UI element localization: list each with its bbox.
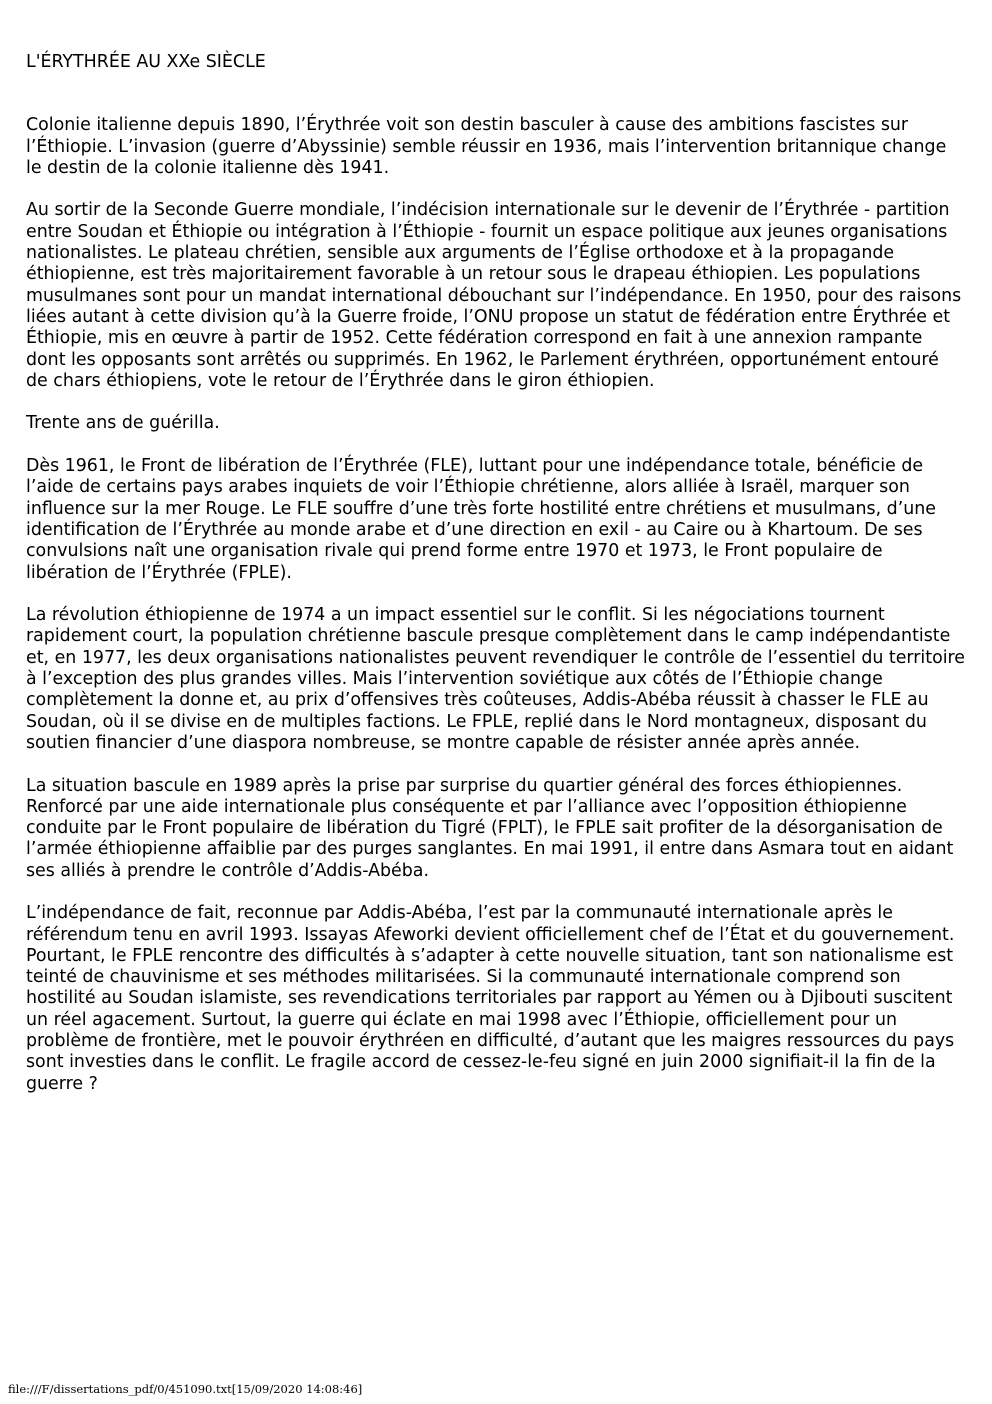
paragraph-fle: Dès 1961, le Front de libération de l’Érythrée (FLE), luttant pour une indépendance totale, bénéficie de l’aide de certains pays arabes inquiets de voir l’Éthiopie chrétienne, alors alliée à Israël, marquer son influence sur la mer Rouge. Le FLE souffre d’une très forte hostilité entre chrétiens et musulmans, d’une identification de l’Érythrée au monde arabe et d’une direction en exil - au Caire ou à Khartoum. De ses convulsions naît une organisation rivale qui prend forme entre 1970 et 1973, le Front populaire de libération de l’Érythrée (FPLE). bbox=[26, 456, 936, 583]
paragraph-bascule-1989: La situation bascule en 1989 après la prise par surprise du quartier général des forces éthiopiennes. Renforcé par une aide internationale plus conséquente et par l’alliance avec l’opposition éthiopienne conduite par le Front populaire de libération du Tigré (FPLT), le FPLE sait profiter de la désorganisation de l’armée éthiopienne affaiblie par des purges sanglantes. En mai 1991, il entre dans Asmara tout en aidant ses alliés à prendre le contrôle d’Addis-Abéba. bbox=[26, 775, 954, 881]
paragraph-colonie: Colonie italienne depuis 1890, l’Érythrée voit son destin basculer à cause des ambitions fascistes sur l’Éthiopie. L’invasion (guerre d’Abyssinie) semble réussir en 1936, mais l’intervention britannique change le destin de la colonie italienne dès 1941. bbox=[26, 115, 947, 178]
document-body bbox=[26, 52, 966, 1116]
file-path-footer: file:///F/dissertations_pdf/0/451090.txt[15/09/2020 14:08:46] bbox=[8, 1382, 363, 1396]
paragraph-revolution-1974: La révolution éthiopienne de 1974 a un impact essentiel sur le conflit. Si les négociations tournent rapidement court, la population chrétienne bascule presque complètement dans le camp indépendantiste et, en 1977, les deux organisations nationalistes peuvent revendiquer le contrôle de l’essentiel du territoire à l’exception des plus grandes villes. Mais l’intervention soviétique aux côtés de l’Éthiopie change complètement la donne et, au prix d’offensives très coûteuses, Addis-Abéba réussit à chasser le FLE au Soudan, où il se divise en de multiples factions. Le FPLE, replié dans le Nord montagneux, disposant du soutien financier d’une diaspora nombreuse, se montre capable de résister année après année. bbox=[26, 605, 966, 753]
paragraph-apres-guerre: Au sortir de la Seconde Guerre mondiale, l’indécision internationale sur le devenir de l’Érythrée - partition entre Soudan et Éthiopie ou intégration à l’Éthiopie - fournit un espace politique aux jeunes organisations nationalistes. Le plateau chrétien, sensible aux arguments de l’Église orthodoxe et à la propagande éthiopienne, est très majoritairement favorable à un retour sous le drapeau éthiopien. Les populations musulmanes sont pour un mandat international débouchant sur l’indépendance. En 1950, pour des raisons liées autant à cette division qu’à la Guerre froide, l’ONU propose un statut de fédération entre Érythrée et Éthiopie, mis en œuvre à partir de 1952. Cette fédération correspond en fait à une annexion rampante dont les opposants sont arrêtés ou supprimés. En 1962, le Parlement érythréen, opportunément entouré de chars éthiopiens, vote le retour de l’Érythrée dans le giron éthiopien. bbox=[26, 200, 962, 391]
paragraph-independance: L’indépendance de fait, reconnue par Addis-Abéba, l’est par la communauté internationale après le référendum tenu en avril 1993. Issayas Afeworki devient officiellement chef de l’État et du gouvernement. Pourtant, le FPLE rencontre des difficultés à s’adapter à cette nouvelle situation, tant son nationalisme est teinté de chauvinisme et ses méthodes militarisées. Si la communauté internationale comprend son hostilité au Soudan islamiste, ses revendications territoriales par rapport au Yémen ou à Djibouti suscitent un réel agacement. Surtout, la guerre qui éclate en mai 1998 avec l’Éthiopie, officiellement pour un problème de frontière, met le pouvoir érythréen en difficulté, d’autant que les maigres ressources du pays sont investies dans le conflit. Le fragile accord de cessez-le-feu signé en juin 2000 signifiait-il la fin de la guerre ? bbox=[26, 903, 955, 1094]
section-heading-guerilla: Trente ans de guérilla. bbox=[26, 413, 220, 434]
page-title: L'ÉRYTHRÉE AU XXe SIÈCLE bbox=[26, 52, 266, 72]
